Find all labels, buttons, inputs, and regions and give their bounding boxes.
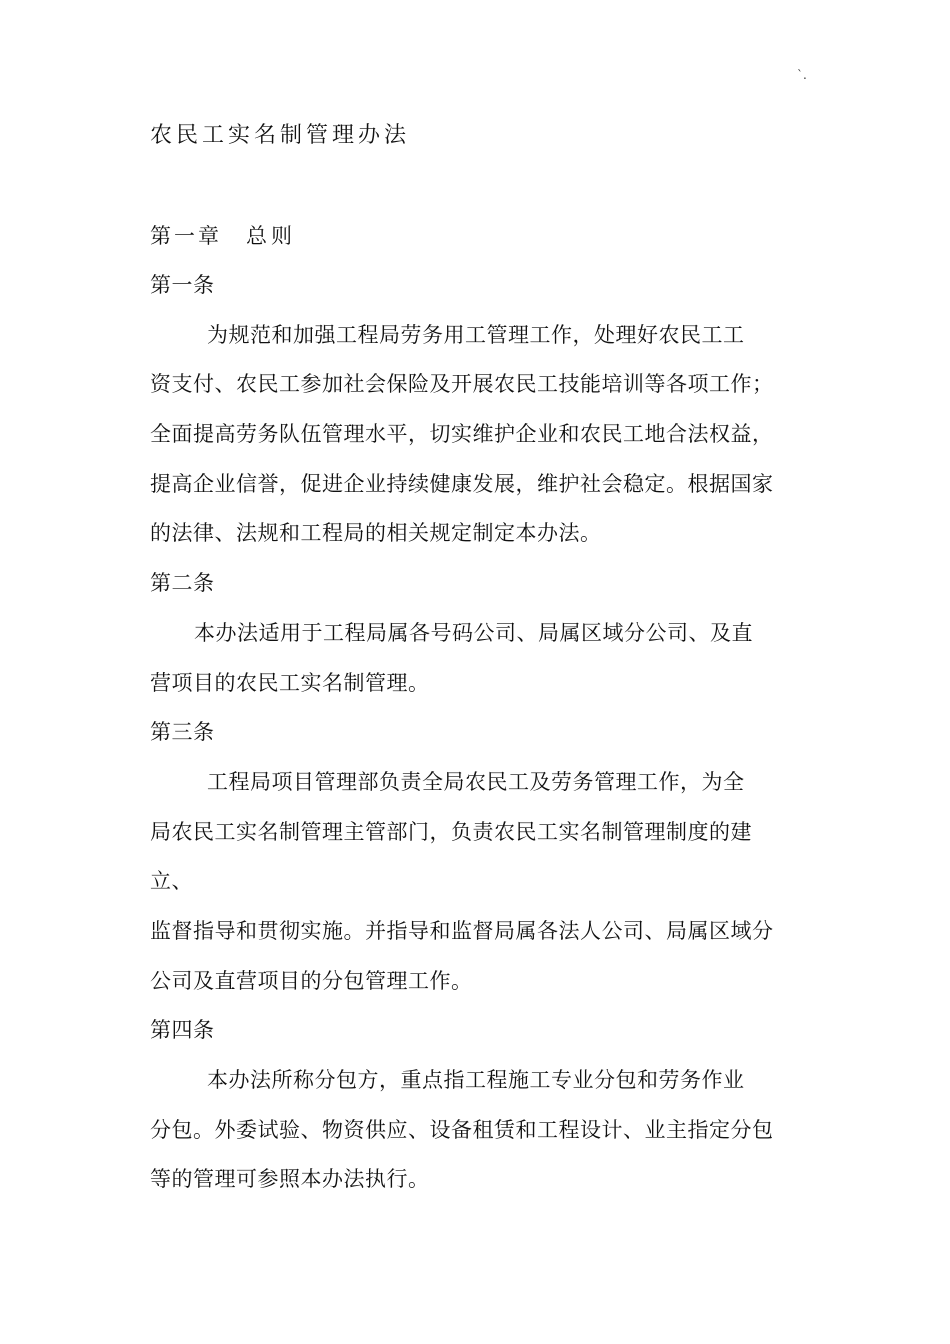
chapter-name: 总则 xyxy=(246,224,296,248)
body-text-line: 的法律、法规和工程局的相关规定制定本办法。 xyxy=(150,521,602,546)
body-text-line: 本办法所称分包方，重点指工程施工专业分包和劳务作业 xyxy=(207,1068,745,1092)
body-text-line: 全面提高劳务队伍管理水平，切实维护企业和农民工地合法权益， xyxy=(150,422,774,447)
body-text-line: 本办法适用于工程局属各号码公司、局属区域分公司、及直 xyxy=(194,620,753,645)
article-heading: 第二条 xyxy=(150,571,215,596)
article-heading: 第四条 xyxy=(150,1018,215,1043)
article-heading: 第三条 xyxy=(150,720,215,745)
body-text-line: 公司及直营项目的分包管理工作。 xyxy=(150,968,473,993)
body-text-line: 为规范和加强工程局劳务用工管理工作，处理好农民工工 xyxy=(207,322,745,347)
body-text-line: 提高企业信誉，促进企业持续健康发展，维护社会稳定。根据国家 xyxy=(150,471,774,496)
body-text-line: 监督指导和贯彻实施。并指导和监督局属各法人公司、局属区域分 xyxy=(150,918,774,943)
chapter-heading xyxy=(150,218,296,254)
body-text-line: 等的管理可参照本办法执行。 xyxy=(150,1167,430,1192)
corner-mark: `. xyxy=(797,68,807,82)
body-text-line: 工程局项目管理部负责全局农民工及劳务管理工作，为全 xyxy=(207,769,745,794)
document-title: 农民工实名制管理办法 xyxy=(150,123,411,148)
body-text-line: 分包。外委试验、物资供应、设备租赁和工程设计、业主指定分包 xyxy=(150,1117,774,1142)
body-text-line: 资支付、农民工参加社会保险及开展农民工技能培训等各项工作； xyxy=(150,372,774,397)
article-heading: 第一条 xyxy=(150,273,215,297)
chapter-number: 第一章 xyxy=(150,224,222,248)
body-text-line: 局农民工实名制管理主管部门，负责农民工实名制管理制度的建 xyxy=(150,819,752,844)
document-body xyxy=(150,267,800,1211)
body-text-line: 立、 xyxy=(150,869,193,894)
body-text-line: 营项目的农民工实名制管理。 xyxy=(150,670,430,695)
